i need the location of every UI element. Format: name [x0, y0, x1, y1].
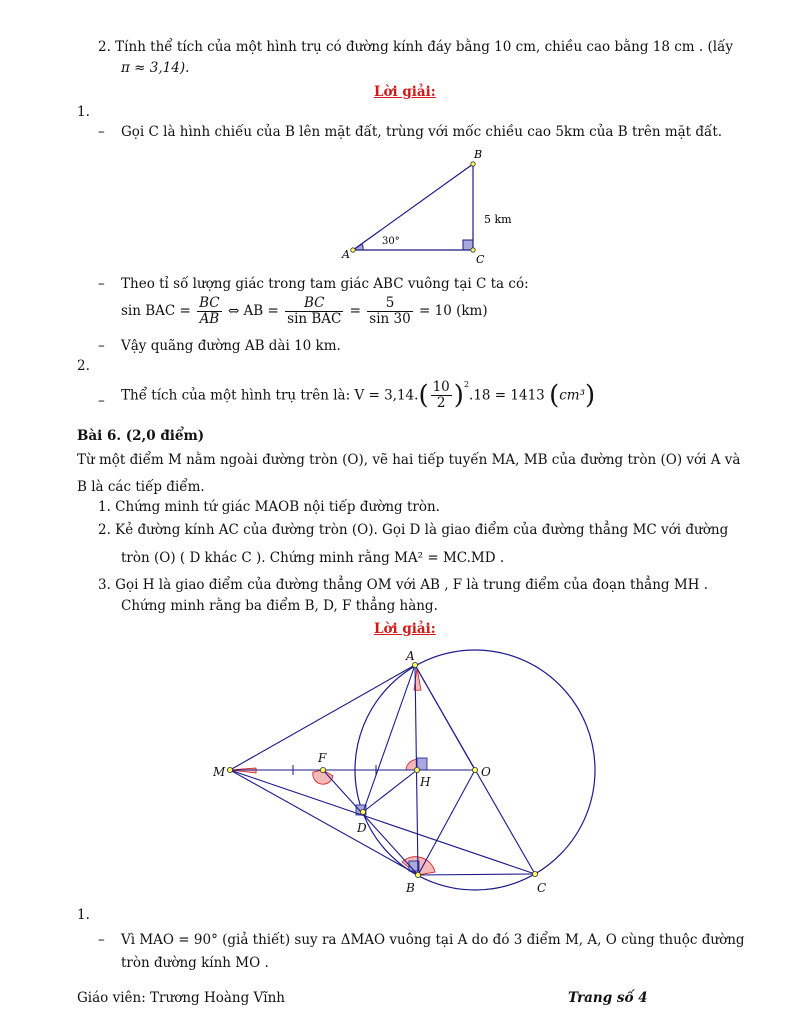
fraction-bc-ab — [197, 296, 222, 327]
point-m — [227, 767, 232, 772]
label-b: B — [474, 148, 483, 161]
point-f — [320, 767, 325, 772]
fraction-den: sin BAC — [287, 311, 342, 327]
segment-fb — [323, 770, 418, 875]
footer-page-number: Trang số 4 — [568, 990, 648, 1006]
label-d: D — [357, 821, 367, 835]
formula-result: = 10 (km) — [419, 303, 488, 319]
point-c — [471, 248, 475, 252]
point-c — [532, 871, 537, 876]
volume-unit: cm³ — [559, 387, 585, 404]
fraction-5-sin30 — [367, 296, 412, 327]
step-trig: Theo tỉ số lượng giác trong tam giác ABC vuông tại C ta có: — [121, 276, 529, 292]
step-mao-cont: tròn đường kính MO . — [121, 955, 269, 971]
label-h: H — [420, 775, 431, 789]
solution-heading: Lời giải: — [374, 84, 436, 100]
fraction-num: 10 — [432, 379, 450, 395]
label-c: C — [476, 253, 485, 266]
item-1-label: 1. — [77, 907, 90, 923]
dash-bullet: – — [98, 338, 105, 354]
label-c: C — [537, 881, 547, 895]
fraction-num: 5 — [367, 296, 412, 312]
volume-suffix: .18 = 1413 — [469, 387, 545, 404]
point-a — [351, 248, 355, 252]
label-a: A — [342, 248, 350, 261]
formula-lhs: sin BAC = — [121, 303, 191, 319]
step-conclusion: Vậy quãng đường AB dài 10 km. — [121, 338, 341, 354]
task-3: 3. Gọi H là giao điểm của đường thẳng OM với AB , F là trung điểm của đoạn thẳng MH . — [98, 577, 709, 593]
task-3-cont: Chứng minh rằng ba điểm B, D, F thẳng hàng. — [121, 598, 438, 614]
problem-6-intro-cont: B là các tiếp điểm. — [77, 479, 205, 495]
segment-ao — [415, 665, 475, 770]
fraction-10-2 — [431, 380, 452, 411]
segment-ab — [353, 164, 473, 250]
point-b — [471, 162, 475, 166]
point-h — [414, 767, 419, 772]
label-height: 5 km — [484, 213, 512, 226]
paren-open: ( — [549, 380, 560, 411]
dash-bullet: – — [98, 393, 105, 409]
problem-6-intro: Từ một điểm M nằm ngoài đường tròn (O), vẽ hai tiếp tuyến MA, MB của đường tròn (O) với A và — [77, 452, 741, 468]
dash-bullet: – — [98, 124, 105, 140]
label-o: O — [481, 765, 491, 779]
task-1: 1. Chứng minh tứ giác MAOB nội tiếp đường tròn. — [98, 499, 440, 515]
task-2-cont: tròn (O) ( D khác C ). Chứng minh rằng MA² = MC.MD . — [121, 550, 505, 566]
fraction-den: 2 — [436, 395, 446, 411]
task-2-approx: π ≈ 3,14). — [121, 60, 190, 76]
exponent: 2 — [463, 380, 470, 389]
fraction-bc-sin — [285, 296, 343, 327]
formula-eq: = — [349, 303, 361, 319]
segment-bc — [418, 874, 535, 875]
label-m: M — [213, 765, 226, 779]
formula-iff: ⇔ AB = — [227, 303, 279, 319]
tangent-mb — [230, 770, 418, 875]
footer-teacher: Giáo viên: Trương Hoàng Vĩnh — [77, 990, 285, 1006]
label-a: A — [406, 649, 415, 663]
volume-prefix: Thể tích của một hình trụ trên là: V = 3,14. — [121, 387, 419, 404]
point-o — [472, 767, 477, 772]
point-a — [412, 662, 417, 667]
label-b: B — [406, 881, 415, 895]
paren-open: ( — [418, 380, 429, 411]
solution-heading: Lời giải: — [374, 621, 436, 637]
label-angle: 30° — [382, 236, 400, 247]
circle-figure — [200, 640, 610, 900]
fraction-num: BC — [285, 296, 343, 312]
dash-bullet: – — [98, 276, 105, 292]
item-2-label: 2. — [77, 358, 90, 374]
task-2-text: 2. Tính thể tích của một hình trụ có đường kính đáy bằng 10 cm, chiều cao bằng 18 cm . (lấy — [98, 39, 733, 55]
segment-dh — [363, 770, 417, 812]
paren-close: ) — [453, 380, 464, 411]
step-projection: Gọi C là hình chiếu của B lên mặt đất, trùng với mốc chiều cao 5km của B trên mặt đất. — [121, 124, 723, 140]
fraction-den: AB — [199, 311, 220, 327]
problem-6-title: Bài 6. (2,0 điểm) — [77, 428, 205, 444]
task-2: 2. Kẻ đường kính AC của đường tròn (O). Gọi D là giao điểm của đường thẳng MC với đường — [98, 522, 729, 538]
point-d — [360, 809, 365, 814]
item-1-label: 1. — [77, 104, 90, 120]
fraction-den: sin 30 — [369, 311, 411, 327]
paren-close: ) — [585, 380, 596, 411]
step-mao: Vì MAO = 90° (giả thiết) suy ra ΔMAO vuông tại A do đó 3 điểm M, A, O cùng thuộc đường — [121, 932, 745, 948]
volume-formula — [121, 380, 595, 411]
trig-formula — [121, 296, 488, 327]
point-b — [415, 872, 420, 877]
dash-bullet: – — [98, 932, 105, 948]
label-f: F — [318, 751, 327, 765]
fraction-num: BC — [199, 295, 220, 311]
triangle-figure — [330, 145, 530, 270]
segment-mc — [230, 770, 535, 874]
